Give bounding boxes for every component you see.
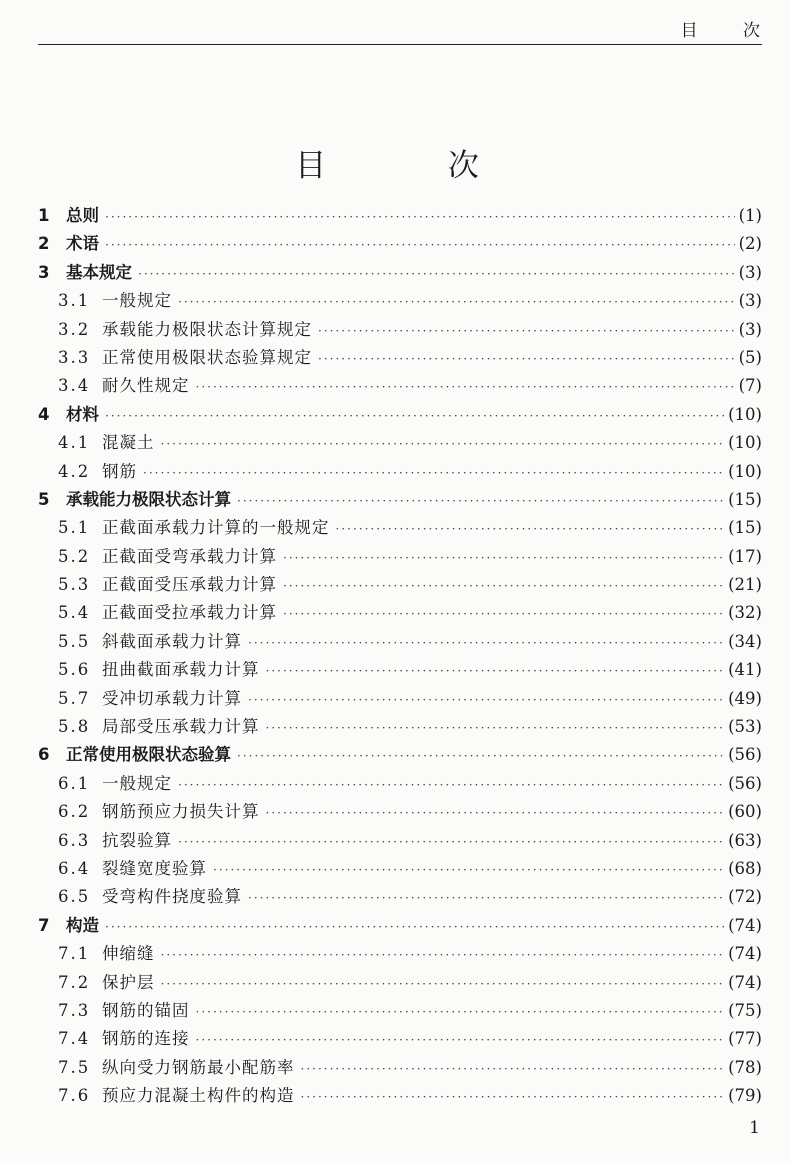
toc-entry-number: 3.2 — [58, 319, 91, 339]
toc-entry-label: 一般规定 — [102, 291, 172, 311]
toc-chapter-entry[interactable] — [38, 486, 762, 514]
toc-entry-label: 总则 — [66, 206, 99, 225]
toc-dot-leader — [105, 402, 724, 430]
toc-entry-page: (53) — [728, 717, 762, 737]
toc-entry-number: 7.3 — [58, 1000, 91, 1020]
toc-dot-leader — [266, 799, 725, 827]
toc-section-entry[interactable] — [38, 1054, 762, 1082]
toc-section-entry[interactable] — [38, 855, 762, 883]
toc-entry-number: 7 — [38, 915, 50, 935]
toc-entry-page: (3) — [738, 319, 762, 339]
toc-entry-number: 5.8 — [58, 717, 91, 737]
toc-section-entry[interactable] — [38, 543, 762, 571]
toc-entry-number: 6 — [38, 745, 50, 765]
toc-entry-number: 5.3 — [58, 575, 91, 595]
toc-entry-label: 受弯构件挠度验算 — [102, 887, 242, 907]
toc-entry-page: (77) — [728, 1029, 762, 1049]
toc-entry-label: 保护层 — [102, 972, 155, 992]
toc-dot-leader — [237, 742, 724, 770]
toc-entry-page: (2) — [738, 234, 762, 254]
toc-entry-page: (56) — [728, 745, 762, 765]
toc-entry-number: 5 — [38, 489, 50, 509]
toc-entry-label: 承载能力极限状态计算规定 — [102, 319, 312, 339]
toc-entry-page: (21) — [728, 575, 762, 595]
toc-chapter-entry[interactable] — [38, 230, 762, 258]
toc-entry-page: (15) — [728, 518, 762, 538]
toc-entry-number: 6.1 — [58, 773, 91, 793]
toc-section-entry[interactable] — [38, 940, 762, 968]
toc-dot-leader — [283, 544, 724, 572]
toc-dot-leader — [178, 288, 735, 316]
toc-dot-leader — [178, 771, 724, 799]
toc-entry-label: 正截面受拉承载力计算 — [102, 603, 277, 623]
toc-entry-page: (49) — [728, 688, 762, 708]
toc-entry-page: (15) — [728, 489, 762, 509]
toc-entry-page: (7) — [738, 376, 762, 396]
toc-section-entry[interactable] — [38, 599, 762, 627]
toc-entry-label: 术语 — [66, 234, 99, 254]
toc-chapter-entry[interactable] — [38, 401, 762, 429]
toc-entry-number: 7.2 — [58, 972, 91, 992]
toc-section-entry[interactable] — [38, 1082, 762, 1110]
toc-entry-label: 正截面受弯承载力计算 — [102, 546, 277, 566]
toc-entry-page: (32) — [728, 603, 762, 623]
toc-dot-leader — [161, 941, 725, 969]
toc-dot-leader — [213, 856, 724, 884]
toc-section-entry[interactable] — [38, 798, 762, 826]
toc-entry-number: 3 — [38, 262, 50, 282]
toc-entry-number: 1 — [38, 206, 50, 225]
toc-entry-label: 一般规定 — [102, 773, 172, 793]
toc-entry-label: 钢筋预应力损失计算 — [102, 802, 260, 822]
toc-section-entry[interactable] — [38, 1025, 762, 1053]
toc-entry-number: 5.1 — [58, 518, 91, 538]
toc-dot-leader — [105, 231, 735, 259]
toc-section-entry[interactable] — [38, 429, 762, 457]
toc-entry-number: 3.3 — [58, 347, 91, 367]
toc-dot-leader — [161, 430, 725, 458]
toc-entry-label: 伸缩缝 — [102, 944, 155, 964]
toc-dot-leader — [138, 260, 735, 288]
toc-entry-page: (5) — [738, 347, 762, 367]
page-number: 1 — [749, 1118, 760, 1138]
toc-entry-label: 纵向受力钢筋最小配筋率 — [102, 1057, 295, 1077]
toc-entry-page: (56) — [728, 773, 762, 793]
toc-dot-leader — [161, 970, 725, 998]
toc-entry-label: 斜截面承载力计算 — [102, 631, 242, 651]
toc-entry-page: (10) — [728, 433, 762, 453]
toc-dot-leader — [266, 714, 725, 742]
toc-entry-number: 6.2 — [58, 802, 91, 822]
toc-dot-leader — [237, 487, 724, 515]
toc-entry-number: 5.7 — [58, 688, 91, 708]
toc-section-entry[interactable] — [38, 713, 762, 741]
toc-entry-number: 4.2 — [58, 461, 91, 481]
toc-entry-label: 抗裂验算 — [102, 830, 172, 850]
toc-entry-number: 7.1 — [58, 944, 91, 964]
toc-section-entry[interactable] — [38, 458, 762, 486]
toc-entry-label: 钢筋的锚固 — [102, 1000, 190, 1020]
toc-entry-number: 5.5 — [58, 631, 91, 651]
toc-section-entry[interactable] — [38, 685, 762, 713]
toc-entry-label: 钢筋 — [102, 461, 137, 481]
toc-dot-leader — [105, 203, 735, 231]
toc-section-entry[interactable] — [38, 514, 762, 542]
page-title: 目 次 — [295, 148, 535, 184]
toc-entry-number: 5.6 — [58, 660, 91, 680]
toc-dot-leader — [301, 1083, 725, 1111]
toc-entry-page: (63) — [728, 830, 762, 850]
toc-section-entry[interactable] — [38, 287, 762, 315]
toc-entry-page: (1) — [738, 206, 762, 225]
toc-entry-page: (75) — [728, 1000, 762, 1020]
toc-chapter-entry[interactable] — [38, 202, 762, 230]
toc-chapter-entry[interactable] — [38, 741, 762, 769]
toc-entry-number: 7.6 — [58, 1086, 91, 1106]
toc-entry-page: (3) — [738, 291, 762, 311]
toc-entry-page: (68) — [728, 858, 762, 878]
toc-entry-label: 基本规定 — [66, 262, 132, 282]
toc-dot-leader — [105, 913, 724, 941]
toc-entry-page: (72) — [728, 887, 762, 907]
toc-dot-leader — [301, 1055, 725, 1083]
toc-section-entry[interactable] — [38, 770, 762, 798]
toc-entry-label: 耐久性规定 — [102, 376, 190, 396]
toc-entry-page: (79) — [728, 1086, 762, 1106]
toc-dot-leader — [248, 884, 724, 912]
toc-section-entry[interactable] — [38, 628, 762, 656]
toc-entry-page: (10) — [728, 461, 762, 481]
toc-entry-page: (10) — [728, 404, 762, 424]
toc-chapter-entry[interactable] — [38, 912, 762, 940]
toc-entry-page: (3) — [738, 262, 762, 282]
toc-dot-leader — [318, 317, 735, 345]
toc-entry-number: 5.2 — [58, 546, 91, 566]
toc-entry-page: (60) — [728, 802, 762, 822]
running-header-title: 目 次 — [680, 21, 780, 41]
toc-entry-number: 7.4 — [58, 1029, 91, 1049]
toc-entry-page: (74) — [728, 915, 762, 935]
toc-entry-label: 局部受压承载力计算 — [102, 717, 260, 737]
toc-entry-label: 钢筋的连接 — [102, 1029, 190, 1049]
toc-section-entry[interactable] — [38, 571, 762, 599]
toc-entry-page: (17) — [728, 546, 762, 566]
toc-entry-number: 3.4 — [58, 376, 91, 396]
toc-entry-number: 6.4 — [58, 858, 91, 878]
toc-entry-page: (78) — [728, 1057, 762, 1077]
toc-entry-page: (41) — [728, 660, 762, 680]
toc-entry-label: 扭曲截面承载力计算 — [102, 660, 260, 680]
toc-dot-leader — [248, 686, 724, 714]
toc-entry-page: (74) — [728, 944, 762, 964]
toc-section-entry[interactable] — [38, 827, 762, 855]
toc-entry-label: 正常使用极限状态验算 — [66, 745, 231, 765]
toc-dot-leader — [336, 515, 725, 543]
toc-dot-leader — [266, 657, 725, 685]
toc-entry-number: 4.1 — [58, 433, 91, 453]
toc-dot-leader — [318, 345, 735, 373]
toc-entry-number: 3.1 — [58, 291, 91, 311]
toc-entry-label: 材料 — [66, 404, 99, 424]
toc-entry-label: 正常使用极限状态验算规定 — [102, 347, 312, 367]
toc-section-entry[interactable] — [38, 883, 762, 911]
toc-entry-label: 裂缝宽度验算 — [102, 858, 207, 878]
toc-entry-label: 正截面受压承载力计算 — [102, 575, 277, 595]
toc-entry-label: 混凝土 — [102, 433, 155, 453]
toc-entry-number: 4 — [38, 404, 50, 424]
toc-entry-number: 6.5 — [58, 887, 91, 907]
toc-section-entry[interactable] — [38, 997, 762, 1025]
toc-section-entry[interactable] — [38, 656, 762, 684]
toc-entry-label: 受冲切承载力计算 — [102, 688, 242, 708]
toc-section-entry[interactable] — [38, 344, 762, 372]
toc-entry-label: 预应力混凝土构件的构造 — [102, 1086, 295, 1106]
toc-section-entry[interactable] — [38, 372, 762, 400]
toc-entry-number: 7.5 — [58, 1057, 91, 1077]
toc-section-entry[interactable] — [38, 316, 762, 344]
toc-entry-number: 5.4 — [58, 603, 91, 623]
toc-dot-leader — [196, 998, 725, 1026]
toc-dot-leader — [283, 572, 724, 600]
toc-section-entry[interactable] — [38, 969, 762, 997]
toc-entry-label: 正截面承载力计算的一般规定 — [102, 518, 330, 538]
toc-dot-leader — [178, 828, 724, 856]
toc-dot-leader — [283, 600, 724, 628]
table-of-contents — [38, 202, 762, 1111]
running-header — [38, 12, 780, 45]
toc-dot-leader — [248, 629, 724, 657]
toc-entry-page: (34) — [728, 631, 762, 651]
toc-entry-label: 构造 — [66, 915, 99, 935]
toc-entry-number: 6.3 — [58, 830, 91, 850]
toc-dot-leader — [143, 459, 724, 487]
toc-dot-leader — [196, 373, 735, 401]
toc-dot-leader — [196, 1026, 725, 1054]
toc-entry-number: 2 — [38, 234, 50, 254]
toc-entry-page: (74) — [728, 972, 762, 992]
toc-chapter-entry[interactable] — [38, 259, 762, 287]
toc-entry-label: 承载能力极限状态计算 — [66, 489, 231, 509]
